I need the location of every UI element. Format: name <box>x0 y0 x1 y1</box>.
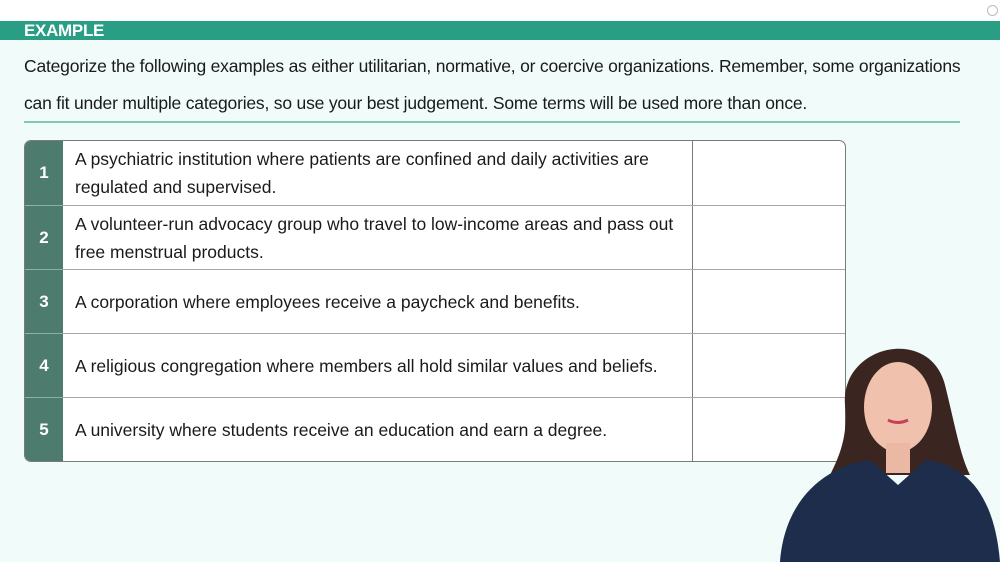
settings-icon[interactable] <box>987 5 998 16</box>
table-row <box>25 397 845 462</box>
row-number: 4 <box>25 333 63 398</box>
table-row <box>25 205 845 270</box>
row-description: A psychiatric institution where patients are confined and daily activities are regulated and supervised. <box>75 149 649 197</box>
row-number: 2 <box>25 205 63 270</box>
header-title: EXAMPLE <box>24 21 105 40</box>
table-row <box>25 269 845 334</box>
divider <box>24 121 960 123</box>
row-description: A corporation where employees receive a paycheck and benefits. <box>75 292 580 312</box>
table-row <box>25 141 845 205</box>
instructions: Categorize the following examples as either utilitarian, normative, or coercive organizations. Remember, some organizations can fit under multiple categories, so use your best judgement. Some terms will be used more than once. <box>24 56 961 113</box>
row-number: 3 <box>25 269 63 334</box>
presenter-video <box>770 325 1000 562</box>
example-header <box>0 21 1000 40</box>
row-description: A religious congregation where members all hold similar values and beliefs. <box>75 356 658 376</box>
answer-cell[interactable] <box>692 206 846 270</box>
row-description: A university where students receive an education and earn a degree. <box>75 420 608 440</box>
categorize-table <box>24 140 846 462</box>
table-row <box>25 333 845 398</box>
row-number: 1 <box>25 141 63 205</box>
row-description: A volunteer-run advocacy group who travel to low-income areas and pass out free menstrual products. <box>75 214 674 262</box>
row-number: 5 <box>25 397 63 462</box>
answer-cell[interactable] <box>692 141 846 205</box>
top-strip <box>0 0 1000 21</box>
